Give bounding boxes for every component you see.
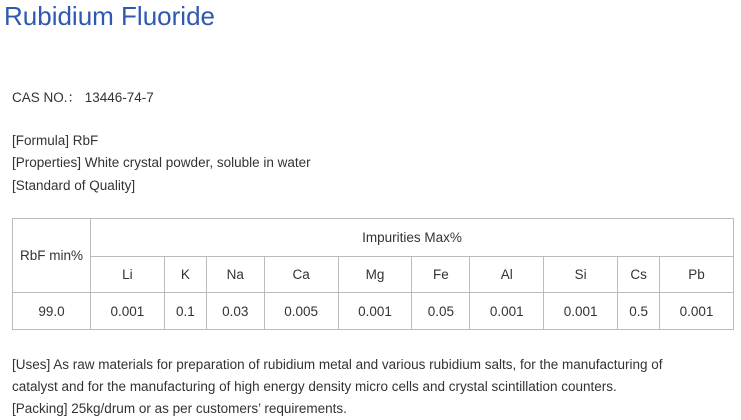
formula-line: [Formula] RbF [12, 133, 99, 148]
value-ca: 0.005 [264, 293, 338, 330]
value-fe: 0.05 [412, 293, 470, 330]
element-header-fe: Fe [412, 257, 470, 293]
value-k: 0.1 [164, 293, 206, 330]
value-pb: 0.001 [660, 293, 734, 330]
uses-line-2: catalyst and for the manufacturing of high energy density micro cells and crystal scintillation counters. [12, 379, 617, 394]
uses-line-1: [Uses] As raw materials for preparation of rubidium metal and various rubidium salts, for the manufacturing of [12, 357, 663, 372]
value-mg: 0.001 [338, 293, 412, 330]
element-header-ca: Ca [264, 257, 338, 293]
quality-spec-table [12, 218, 734, 330]
value-na: 0.03 [206, 293, 264, 330]
rbf-min-value: 99.0 [13, 293, 91, 330]
page-title: Rubidium Fluoride [4, 1, 215, 31]
standard-of-quality-line: [Standard of Quality] [12, 178, 136, 193]
value-si: 0.001 [544, 293, 618, 330]
rbf-min-header: RbF min% [13, 219, 91, 293]
table-row [13, 293, 734, 330]
element-header-si: Si [544, 257, 618, 293]
element-header-cs: Cs [618, 257, 660, 293]
cas-number: CAS NO.： 13446-74-7 [12, 90, 154, 105]
impurities-max-header: Impurities Max% [91, 219, 734, 257]
element-header-al: Al [470, 257, 544, 293]
element-header-row [13, 257, 734, 293]
packing-line: [Packing] 25kg/drum or as per customers’ requirements. [12, 401, 347, 416]
element-header-mg: Mg [338, 257, 412, 293]
element-header-na: Na [206, 257, 264, 293]
element-header-pb: Pb [660, 257, 734, 293]
value-li: 0.001 [91, 293, 165, 330]
element-header-li: Li [91, 257, 165, 293]
table-header-row [13, 219, 734, 257]
properties-line: [Properties] White crystal powder, soluble in water [12, 155, 311, 170]
value-cs: 0.5 [618, 293, 660, 330]
value-al: 0.001 [470, 293, 544, 330]
element-header-k: K [164, 257, 206, 293]
